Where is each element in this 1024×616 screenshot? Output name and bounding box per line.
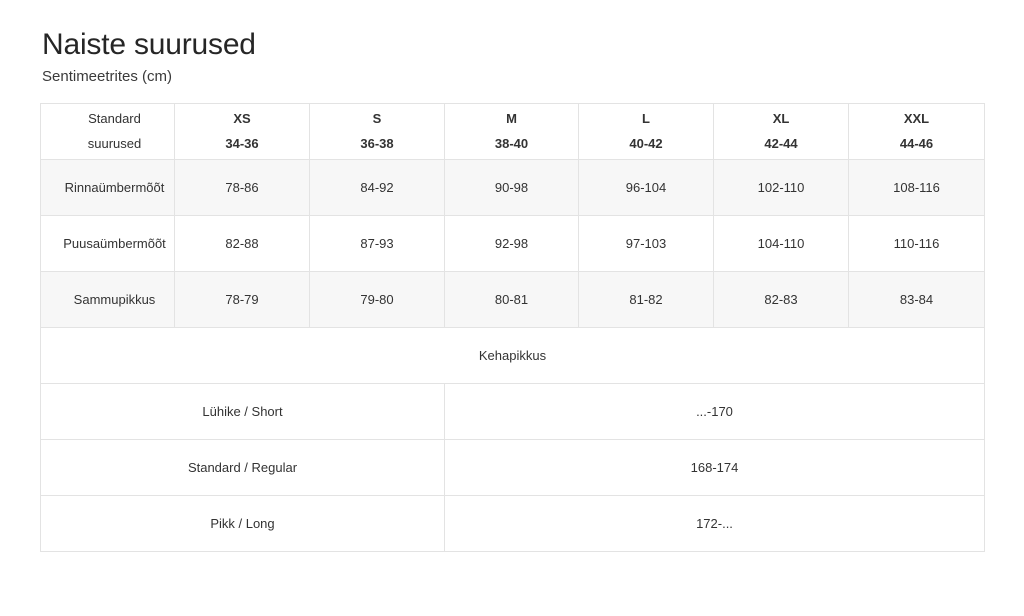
header-cell-xl xyxy=(714,104,849,160)
header-size-range: 36-38 xyxy=(360,135,394,151)
page-subtitle: Sentimeetrites (cm) xyxy=(42,68,173,85)
header-size-name: XL xyxy=(772,110,790,126)
body-length-value-long: 172-... xyxy=(445,496,985,552)
cell-hip-xl: 104-110 xyxy=(714,216,849,272)
table-row xyxy=(41,272,985,328)
cell-hip-s: 87-93 xyxy=(310,216,445,272)
header-cell-label xyxy=(41,104,175,160)
body-length-row xyxy=(41,440,985,496)
header-size-range: 40-42 xyxy=(629,135,663,151)
body-length-row xyxy=(41,384,985,440)
body-length-label-short: Lühike / Short xyxy=(41,384,445,440)
cell-hip-m: 92-98 xyxy=(445,216,579,272)
header-cell-xs xyxy=(175,104,310,160)
row-label-chest: Rinnaümbermõõt xyxy=(41,160,175,216)
cell-inseam-xl: 82-83 xyxy=(714,272,849,328)
body-length-row xyxy=(41,496,985,552)
header-cell-xxl xyxy=(849,104,985,160)
header-label-line2: suurused xyxy=(87,135,142,151)
body-length-label-regular: Standard / Regular xyxy=(41,440,445,496)
body-length-title-row xyxy=(41,328,985,384)
header-size-range: 38-40 xyxy=(494,135,529,151)
header-cell-s xyxy=(310,104,445,160)
header-size-range: 44-46 xyxy=(899,135,934,151)
table-header-row xyxy=(41,104,985,160)
header-size-name: XXL xyxy=(903,110,930,126)
body-length-title: Kehapikkus xyxy=(41,328,985,384)
table-row xyxy=(41,160,985,216)
page-title: Naiste suurused xyxy=(42,28,256,61)
header-cell-l xyxy=(579,104,714,160)
header-size-range: 34-36 xyxy=(225,135,259,151)
cell-hip-l: 97-103 xyxy=(579,216,714,272)
cell-chest-s: 84-92 xyxy=(310,160,445,216)
cell-inseam-s: 79-80 xyxy=(310,272,445,328)
cell-hip-xs: 82-88 xyxy=(175,216,310,272)
cell-chest-l: 96-104 xyxy=(579,160,714,216)
body-length-label-long: Pikk / Long xyxy=(41,496,445,552)
cell-hip-xxl: 110-116 xyxy=(849,216,985,272)
cell-inseam-l: 81-82 xyxy=(579,272,714,328)
size-chart-table xyxy=(40,103,985,552)
cell-chest-m: 90-98 xyxy=(445,160,579,216)
header-size-name: XS xyxy=(233,110,251,126)
table-row xyxy=(41,216,985,272)
header-size-range: 42-44 xyxy=(764,135,798,151)
row-label-inseam: Sammupikkus xyxy=(41,272,175,328)
cell-chest-xl: 102-110 xyxy=(714,160,849,216)
row-label-hip: Puusaümbermõõt xyxy=(41,216,175,272)
header-size-name: L xyxy=(642,110,650,126)
header-size-name: S xyxy=(372,110,382,126)
cell-inseam-xs: 78-79 xyxy=(175,272,310,328)
cell-chest-xs: 78-86 xyxy=(175,160,310,216)
cell-inseam-xxl: 83-84 xyxy=(849,272,985,328)
header-cell-m xyxy=(445,104,579,160)
body-length-value-regular: 168-174 xyxy=(445,440,985,496)
cell-chest-xxl: 108-116 xyxy=(849,160,985,216)
header-label-line1: Standard xyxy=(88,110,141,126)
body-length-value-short: ...-170 xyxy=(445,384,985,440)
header-size-name: M xyxy=(506,110,517,126)
cell-inseam-m: 80-81 xyxy=(445,272,579,328)
